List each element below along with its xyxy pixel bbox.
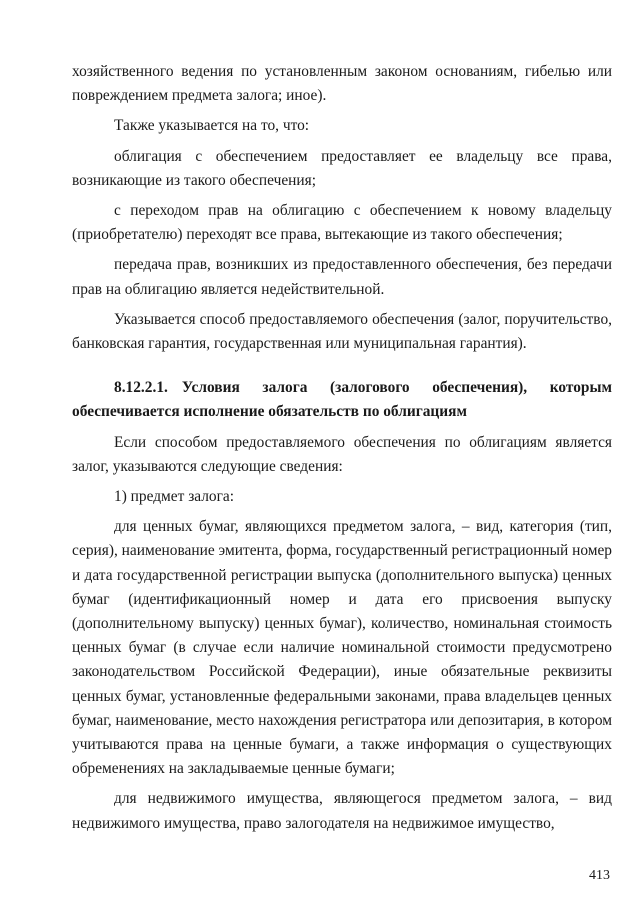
paragraph-rights: облигация с обеспечением предоставляет ее владельцу все права, возникающие из такого обеспечения;: [72, 147, 612, 189]
section-spacer: [72, 362, 612, 376]
paragraph-pledge-info: Если способом предоставляемого обеспечения по облигациям является залог, указываются следующие сведения:: [72, 433, 612, 475]
page-number: 413: [589, 868, 610, 883]
paragraph-continuation: хозяйственного ведения по установленным законом основаниям, гибелью или повреждением предмета залога; иное).: [72, 63, 612, 105]
paragraph-pledge-subject: 1) предмет залога:: [114, 488, 235, 506]
paragraph-security-method: Указывается способ предоставляемого обеспечения (залог, поручительство, банковская гарантия, государственная или муниципальная гарантия).: [72, 310, 612, 353]
document-page: [72, 60, 612, 842]
section-heading: [72, 376, 612, 424]
paragraph-transfer: с переходом прав на облигацию с обеспечением к новому владельцу (приобретателю) переходят все права, вытекающие из такого обеспечения;: [72, 202, 612, 244]
paragraph-invalid-transfer: передача прав, возникших из предоставленного обеспечения, без передачи прав на облигацию является недействительной.: [72, 256, 612, 298]
section-title: Условия залога (залогового обеспечения), которым обеспечивается исполнение обязательств по облигациям: [72, 379, 612, 421]
paragraph-securities: для ценных бумаг, являющихся предметом залога, – вид, категория (тип, серия), наименование эмитента, форма, государственный регистрационный номер и дата государственной регистрации выпуска (дополнительного выпуска) ценных бумаг (идентификационный номер и дата его присвоения выпуску (дополнительному выпуску) ценных бумаг), количество, номинальная стоимость ценных бумаг (в случае если наличие номинальной стоимости предусмотрено законодательством Российской Федерации), иные обязательные реквизиты ценных бумаг, установленные федеральными законами, права владельцев ценных бумаг, наименование, место нахождения регистратора или депозитария, в котором учитываются права на ценные бумаги, а также информация о существующих обременениях на закладываемые ценные бумаги;: [72, 518, 613, 778]
paragraph-intro: Также указывается на то, что:: [114, 117, 310, 135]
paragraph-real-estate: для недвижимого имущества, являющегося предметом залога, – вид недвижимого имущества, право залогодателя на недвижимое имущество,: [72, 790, 612, 832]
section-number: 8.12.2.1.: [114, 379, 168, 397]
